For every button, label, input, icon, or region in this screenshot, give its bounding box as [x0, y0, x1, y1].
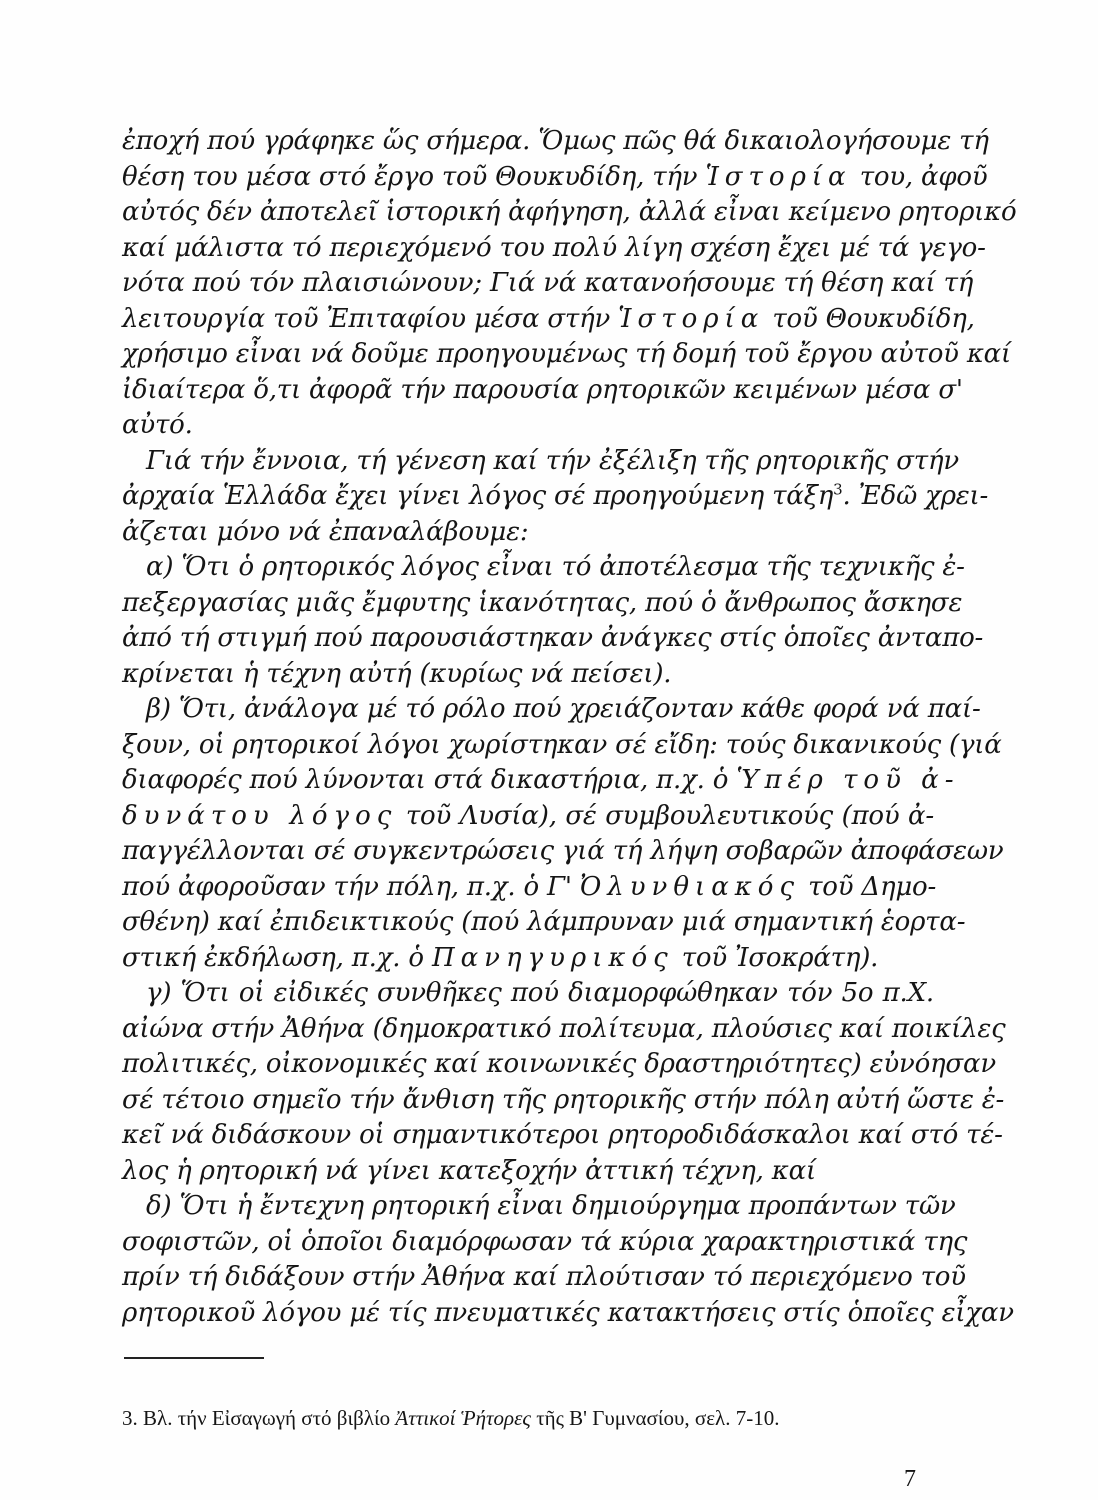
text-fragment: ἀρχαία Ἑλλάδα ἔχει γίνει λόγος σέ προηγούμενη τάξη: [122, 481, 834, 511]
footnote: [122, 1406, 779, 1431]
text-line: [122, 763, 960, 799]
footnote-text: τῆς Β' Γυμνασίου, σελ. 7-10.: [536, 1406, 780, 1430]
spaced-title: Πανηγυρικός: [431, 942, 674, 973]
text-line: πεξεργασίας μιᾶς ἔμφυτης ἱκανότητας, πού ὁ ἄνθρωπος ἄσκησε: [122, 587, 963, 618]
text-line: νότα πού τόν πλαισιώνουν; Γιά νά κατανοήσουμε τή θέση καί τή: [122, 268, 974, 298]
footnote-text: Βλ. τήν Εἰσαγωγή στό βιβλίο: [143, 1406, 391, 1430]
main-text-block: [122, 124, 1017, 1331]
text-line: [122, 941, 934, 977]
text-fragment: πού ἀφοροῦσαν τήν πόλη, π.χ. ὁ Γ': [122, 871, 572, 902]
text-line: καί μάλιστα τό περιεχόμενό του πολύ λίγη σχέση ἔχει μέ τά γεγο-: [122, 232, 986, 263]
text-fragment: . Ἐδῶ χρει-: [842, 481, 989, 511]
spaced-title: Ἱστορία: [705, 161, 852, 192]
text-line: πρίν τή διδάξουν στήν Ἀθήνα καί πλούτισαν τό περιεχόμενο τοῦ: [122, 1262, 966, 1292]
page-number: 7: [904, 1466, 916, 1492]
spaced-title: Ἱστορία: [618, 303, 765, 334]
text-line: κρίνεται ἡ τέχνη αὐτή (κυρίως νά πείσει).: [122, 658, 672, 689]
text-line: ρητορικοῦ λόγου μέ τίς πνευματικές κατακτήσεις στίς ὁποῖες εἶχαν: [122, 1297, 1014, 1328]
text-fragment: τοῦ Λυσία), σέ συμβουλευτικούς (πού ἀ-: [405, 800, 934, 831]
list-item-c: γ) Ὅτι οἱ εἰδικές συνθῆκες πού διαμορφώθηκαν τόν 5ο π.Χ.: [146, 978, 934, 1008]
text-fragment: τοῦ Δημο-: [808, 871, 937, 902]
text-fragment: τοῦ Θουκυδίδη,: [772, 303, 975, 334]
footnote-ref: 3: [833, 480, 843, 499]
list-item-b: β) Ὅτι, ἀνάλογα μέ τό ρόλο πού χρειάζονταν κάθε φορά νά παί-: [146, 694, 981, 724]
text-fragment: του, ἀφοῦ: [859, 161, 988, 192]
text-fragment: διαφορές πού λύνονται στά δικαστήρια, π.χ. ὁ: [122, 765, 729, 795]
text-line: παγγέλλονται σέ συγκεντρώσεις γιά τή λήψη σοβαρῶν ἀποφάσεων: [122, 836, 1004, 866]
text-fragment: τοῦ Ἰσοκράτη).: [681, 942, 879, 973]
footnote-divider: [124, 1357, 264, 1359]
text-line: [122, 160, 988, 196]
text-line: χρήσιμο εἶναι νά δοῦμε προηγουμένως τή δομή τοῦ ἔργου αὐτοῦ καί: [122, 339, 1012, 369]
footnote-book-title: Ἀττικοί Ῥήτορες: [395, 1406, 531, 1430]
text-line: αὐτό.: [122, 410, 193, 440]
text-fragment: στική ἐκδήλωση, π.χ. ὁ: [122, 942, 424, 973]
text-line: ξουν, οἱ ρητορικοί λόγοι χωρίστηκαν σέ εἴδη: τούς δικανικούς (γιά: [122, 729, 1002, 760]
text-line: [122, 479, 989, 515]
text-line: [122, 302, 975, 338]
text-line: λος ἡ ρητορική νά γίνει κατεξοχήν ἀττική τέχνη, καί: [122, 1155, 816, 1186]
spaced-title: Ὑπέρ τοῦ ἀ-: [736, 765, 960, 795]
text-line: [122, 870, 937, 906]
text-line: [122, 799, 934, 835]
text-line: αὐτός δέν ἀποτελεῖ ἱστορική ἀφήγηση, ἀλλά εἶναι κείμενο ρητορικό: [122, 197, 1017, 227]
footnote-number: 3.: [122, 1406, 138, 1430]
text-fragment: θέση του μέσα στό ἔργο τοῦ Θουκυδίδη, τήν: [122, 161, 698, 192]
text-line: ἀπό τή στιγμή πού παρουσιάστηκαν ἀνάγκες στίς ὁποῖες ἀνταπο-: [122, 623, 984, 653]
text-line: αἰώνα στήν Ἀθήνα (δημοκρατικό πολίτευμα, πλούσιες καί ποικίλες: [122, 1013, 1006, 1044]
spaced-title: Ὀλυνθιακός: [579, 871, 801, 902]
text-line: πολιτικές, οἰκονομικές καί κοινωνικές δραστηριότητες) εὐνόησαν: [122, 1049, 996, 1079]
text-fragment: λειτουργία τοῦ Ἐπιταφίου μέσα στήν: [122, 303, 611, 334]
paragraph-start: Γιά τήν ἔννοια, τή γένεση καί τήν ἐξέλιξη τῆς ρητορικῆς στήν: [146, 445, 959, 476]
text-line: κεῖ νά διδάσκουν οἱ σημαντικότεροι ρητοροδιδάσκαλοι καί στό τέ-: [122, 1120, 1003, 1150]
text-line: ἀζεται μόνο νά ἐπαναλάβουμε:: [122, 516, 529, 547]
text-line: σέ τέτοιο σημεῖο τήν ἄνθιση τῆς ρητορικῆς στήν πόλη αὐτή ὥστε ἐ-: [122, 1084, 1005, 1115]
text-line: ἐποχή πού γράφηκε ὥς σήμερα. Ὅμως πῶς θά δικαιολογήσουμε τή: [122, 126, 989, 156]
spaced-title: δυνάτου λόγος: [122, 800, 398, 831]
text-line: ἰδιαίτερα ὅ,τι ἀφορᾶ τήν παρουσία ρητορικῶν κειμένων μέσα σ': [122, 374, 963, 405]
text-line: σοφιστῶν, οἱ ὁποῖοι διαμόρφωσαν τά κύρια χαρακτηριστικά της: [122, 1226, 968, 1257]
list-item-a: α) Ὅτι ὁ ρητορικός λόγος εἶναι τό ἀποτέλεσμα τῆς τεχνικῆς ἐ-: [146, 552, 965, 582]
list-item-d: δ) Ὅτι ἡ ἔντεχνη ρητορική εἶναι δημιούργημα προπάντων τῶν: [146, 1191, 956, 1221]
text-line: σθένη) καί ἐπιδεικτικούς (πού λάμπρυναν μιά σημαντική ἑορτα-: [122, 907, 966, 937]
